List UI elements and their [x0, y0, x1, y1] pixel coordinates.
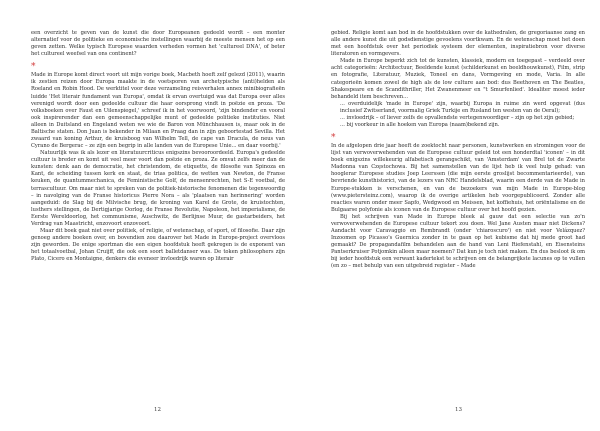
right-paragraph-1: gebied. Religie komt aan bod in de hoofdstukken over de kathedralen, de gregoriaanse zang en alle andere kunst die uit godsdienstige gevoelens voortkwam. En de wetenschap moet het doen met een hoofdstuk over het periodiek systeem der elementen, inspiratiebron voor diverse literatoren en vormgevers.: [331, 30, 585, 58]
criteria-item-2: ... invloedrijk – of liever zelfs de opvallendste vertegenwoordiger – zijn op het zijn gebied;: [340, 114, 575, 121]
criteria-item-3: ... bij voorkeur in alle hoeken van Europa (naam)bekend zijn.: [340, 122, 500, 129]
right-paragraph-2: Made in Europe beperkt zich tot de kunsten, klassiek, modern en toegepast – verdeeld over acht categorieën: Architectuur, Beeldende kunst (schilderkunst en beeldhouwkunst), Film, strip en fotografie, Literatuur, Muziek, Toneel en dans, Vormgeving en mode, Varia. In alle categorieën komen zowel de high als de low culture aan bod: dus Beethoven en The Beatles, Shakespeare en de Scandithriller, Het Zwanenmeer en "t Smurfenlied'. Idealiter moest ieder behandeld item beschreven...: [331, 58, 585, 100]
section-asterisk: *: [31, 62, 36, 73]
left-paragraph-2: Made in Europe komt direct voort uit mijn vorige boek, Macbeth hoeft zelf gelezd (2011), waarin ik zestien reizen door Europa maakte in de voetsporen van archetypische (anti)helden als Roeland en Robin Hood. De werktitel voor deze verzameling reisverhalen annex minibiografieën luidde 'Het literair fundament van Europa', omdat ik ervan overtuigd was dat Europa over alles verenigd wordt door een gedeelde cultuur die haar oorsprong vindt in poëzie en proza. 'De volksboeken over Faust en Uilenspiegel,' schreef ik in het voorwoord, 'zijn bindender en vooral ook inspirerender dan een gemeenschappelijke munt of gedeelde politieke instituties. Niet alleen in Duitsland en Engeland weten we wie de Baron von Münchhausen is, maar ook in de Baltische staten. Don Juan is bekender in Milaan en Praag dan in zijn geboortestad Sevilla. Het zwaard van koning Arthur, de kruisboog van Wilhelm Tell, de cape van Dracula, de neus van Cyrano de Bergerac – ze zijn een begrip in alle landen van de Europese Unie... en daar voorbij.': [31, 72, 285, 150]
left-paragraph-3: Natuurlijk was ik als lezer en literatuurcriticus enigszins bevooroordeeld. Europa's gedeelde cultuur is breder en komt uit veel meer voort dan poëzie en proza. Ze omvat zelfs meer dan de kunsten: denk aan de democratie, het christendom, de etiquette, de filosofie van Spinoza en Kant, de scheiding tussen kerk en staat, de trias politica, de wetten van Newton, de Franse keuken, de quantummechanica, de Feministische Golf, de mensenrechten, het S-E voetbal, de terrascultuur. Om maar niet te spreken van de politiek-historische fenomenen die tegenwoordig – in navolging van de Franse historicus Pierre Nora – als 'plaatsen van herinnering' worden aangeduid: de Slag bij de Milvische brug, de kroning van Karel de Grote, de kruistochten, lusthers stellingen, de Dertigjarige Oorlog, de Franse Revolutie, Napoleon, het imperialisme, de Eerste Wereldoorlog, het communisme, Auschwitz, de Berlijnse Muur, de gastarbeiders, het Verdrag van Maastricht, enzovoort enzovoort.: [31, 150, 285, 227]
right-paragraph-4: Bij het schrijven van Made in Europe bleek al gauw dat een selectie van zo'n verwoverwehenden de Europese cultuur tekort zou doen. Wel Jane Austen maar niet Dickens? Aandacht voor Caravaggio en Rembrandt (onder 'chiaroscuro') en niet voor Velázquez? Inzoomen op Picasso's Guernica zonder in te gaan op het kubisme dat hij mede groot had gemaakt? De propagandafilm behandelen aan de hand van Leni Riefenstahl, en Eisensteins Pantserkruiser Potjomkin alleen maar noemen? Dat kun je toch niet maken. En dus besloot ik om bij ieder hoofdstuk een verwant kadertekst te schrijven om de belangrijkste lacunes op te vullen (en zo – met behulp van een uitgebreid register – Made: [331, 213, 585, 270]
left-page: [31, 30, 285, 402]
page-number-left: 12: [154, 407, 161, 413]
right-paragraph-3: In de afgelopen drie jaar heeft de zoektocht naar personen, kunstwerken en stromingen voor de lijst van verwoverwehenden van de Europese cultuur geleid tot een honderdtal 'iconen' – in dit boek enigszins willekeurig alfabetisch gerangschikt, van 'Amsterdam' van Brel tot de Zwarte Madonna van Częstochowa. Bij het samenstellen van de lijst heb ik veel hulp gehad: van hooglerar Europese studies Joep Leerssen (die mijn eerste groslijst becommentarieerde), van bevriende kunsthistorici, van de lezers van NRC Handelsblad, waarin een derde van de Made in Europe-stukken is verschenen, en van de bezoekers van mijn Made in Europe-blog (www.pietersteinz.com), waarop ik de overige artikelen heb voorgepubliceerd. Zonder alle reacties waren onder meer Sapfo, Wedgwood en Meissen, het koffiehuis, het oriëntalisme en de Bulgaarse polyfonie als iconen van de Europese cultuur over het hoofd gezien.: [331, 143, 585, 213]
page-number-right: 13: [455, 407, 462, 413]
section-asterisk: *: [331, 133, 336, 144]
criteria-item-1: ... overduidelijk 'made in Europe' zijn, waarbij Europa in ruime zin werd opgevat (dus inclusief Zwitserland, voormalig Griek Turkije en Rusland ten westen van de Oeral);: [340, 100, 585, 114]
left-paragraph-4: Maar dit boek gaat niet over politiek, of religie, of wetenschap, of sport, of filosofie. Daar zijn genoeg andere boeken over, en bovendien zou daarover het Made in Europe-project overvloos zijn geworden. De enige sportman die een eigen hoofdstuk heeft gekregen is de exponent van het totaalvoetbal, Johan Cruijff, die ook een soort balletdanser was. De token philosophers zijn Plato, Cicero en Montaigne, denkers die eveneer invloedrijk waren op literair: [31, 228, 285, 263]
left-paragraph-1: een overzicht te geven van de kunst die door Europeanen gedeeld wordt – een monter alternatief voor de politieke en economische instellingen waarbij de meeste mensen het op een geven zetten. Welke typisch Europese waarden verheden vormen het 'cultureel DNA', of beter het cultureel weefsel van ons continent?: [31, 30, 285, 58]
right-page: [331, 30, 585, 402]
